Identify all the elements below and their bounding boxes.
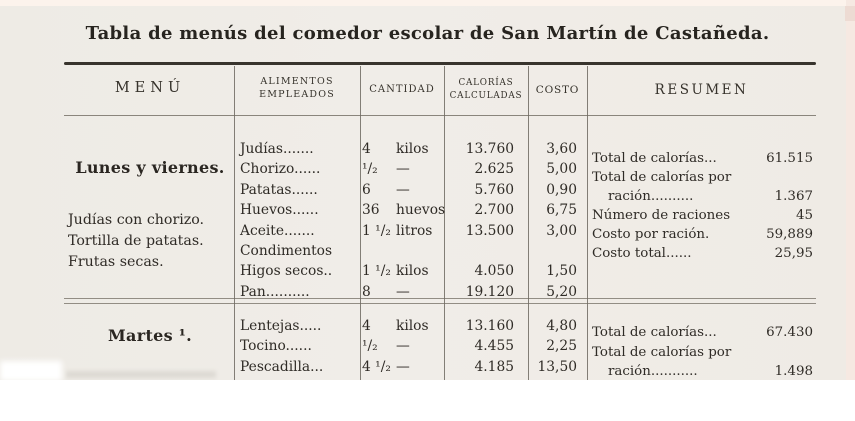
section1-resumen — [592, 149, 813, 263]
food-name: Pescadilla... — [240, 358, 324, 375]
food-name: Lentejas..... — [240, 318, 322, 334]
quantity-unit: huevos — [396, 202, 446, 219]
quantity — [362, 282, 444, 302]
section2-foods-column — [240, 316, 362, 377]
food-name: Condimentos — [240, 242, 333, 259]
header-resumen: RESUMEN — [654, 82, 749, 98]
food-name: Huevos...... — [240, 202, 319, 219]
resumen-label: Número de raciones — [592, 208, 731, 223]
resumen-value: 67.430 — [766, 325, 813, 340]
cost-value: 2,25 — [546, 338, 577, 355]
resumen-label: Total de calorías por — [592, 170, 732, 185]
quantity — [362, 316, 444, 336]
calories-value: 5.760 — [474, 181, 514, 198]
quantity-unit: — — [396, 181, 410, 198]
resumen-label: ración.......... — [608, 189, 694, 204]
quantity-unit: kilos — [396, 318, 429, 334]
quantity-number: 1 ¹/₂ — [362, 263, 391, 280]
section1-cost-column — [530, 139, 577, 302]
quantity — [362, 261, 444, 281]
resumen-label: Total de calorías por — [592, 344, 732, 360]
cost-value: 3,00 — [546, 222, 577, 239]
section1-calories-column — [446, 139, 514, 302]
quantity-number: 8 — [362, 283, 371, 300]
quantity — [362, 357, 444, 377]
header-calorias-line1: CALORÍAS — [458, 78, 514, 88]
food-name: Patatas...... — [240, 181, 318, 198]
section2-calories-column — [446, 316, 514, 377]
quantity-number: 36 — [362, 202, 380, 219]
resumen-value: 25,95 — [774, 246, 813, 261]
column-divider-5 — [587, 66, 588, 380]
cutoff-text-ghost — [66, 371, 216, 378]
resumen-line — [592, 225, 813, 244]
scan-edge-right — [846, 0, 855, 380]
scan-edge-top — [0, 0, 855, 6]
resumen-value: 1.367 — [774, 189, 813, 204]
quantity-unit: kilos — [396, 263, 429, 280]
section2-day-label: Martes ¹. — [108, 326, 192, 345]
quantity — [362, 159, 444, 179]
quantity — [362, 221, 444, 241]
calories-value: 4.455 — [474, 338, 514, 355]
quantity-unit: — — [396, 338, 410, 355]
quantity — [362, 336, 444, 356]
calories-value: 19.120 — [465, 283, 514, 300]
food-name: Pan.......... — [240, 283, 310, 300]
food-name: Judías....... — [240, 141, 314, 157]
header-menu: MENÚ — [114, 80, 186, 96]
resumen-value: 59,889 — [766, 227, 813, 242]
resumen-value — [809, 343, 813, 363]
calories-value: 4.050 — [474, 263, 514, 280]
resumen-line — [592, 149, 813, 168]
quantity-number: ¹/₂ — [362, 161, 378, 178]
calories-value: 4.185 — [474, 358, 514, 375]
section-divider-rule-2 — [64, 303, 816, 304]
table-top-rule — [64, 62, 816, 65]
cost-value — [530, 241, 577, 261]
food-name: Higos secos.. — [240, 263, 333, 280]
resumen-value: 45 — [795, 208, 813, 223]
header-alimentos-line2: EMPLEADOS — [259, 89, 335, 100]
resumen-line — [592, 244, 813, 263]
header-calorias-line2: CALCULADAS — [449, 90, 523, 101]
food-name: Tocino...... — [240, 338, 312, 355]
menu-item: Frutas secas. — [68, 254, 164, 270]
resumen-value: 61.515 — [766, 151, 813, 166]
section1-day-label: Lunes y viernes. — [75, 158, 225, 177]
quantity-number: 4 ¹/₂ — [362, 358, 391, 375]
header-calorias — [444, 77, 528, 102]
header-bottom-rule — [64, 115, 816, 116]
cost-value: 1,50 — [546, 263, 577, 280]
quantity — [362, 180, 444, 200]
scan-edge-corner — [845, 6, 855, 21]
quantity-number: 4 — [362, 141, 371, 157]
resumen-value: 1.498 — [774, 364, 813, 379]
calories-value: 13.760 — [465, 141, 514, 157]
section1-menu-items — [68, 210, 238, 273]
resumen-line — [592, 362, 813, 380]
scan-fade-bottom-left — [0, 361, 62, 380]
menu-item: Judías con chorizo. — [68, 212, 205, 228]
cost-value: 3,60 — [546, 141, 577, 157]
section2-quantity-column — [362, 316, 444, 377]
food-name: Aceite....... — [240, 222, 315, 239]
quantity-unit: — — [396, 161, 410, 178]
calories-value — [446, 241, 514, 261]
header-alimentos — [234, 75, 360, 101]
food-name: Chorizo...... — [240, 161, 321, 178]
column-divider-3 — [444, 66, 445, 380]
quantity-number: 4 — [362, 318, 371, 334]
cost-value: 13,50 — [537, 358, 577, 375]
quantity-unit: — — [396, 283, 410, 300]
quantity-unit: kilos — [396, 141, 429, 157]
section1-foods-column — [240, 139, 362, 302]
quantity-number: ¹/₂ — [362, 338, 378, 355]
resumen-value — [809, 168, 813, 187]
quantity-unit: litros — [396, 222, 433, 239]
quantity-unit: — — [396, 358, 410, 375]
calories-value: 13.500 — [465, 222, 514, 239]
quantity-number: 6 — [362, 181, 371, 198]
column-divider-4 — [528, 66, 529, 380]
quantity — [362, 241, 444, 261]
resumen-line — [592, 323, 813, 343]
resumen-label: Costo total...... — [592, 246, 692, 261]
cost-value: 4,80 — [546, 318, 577, 334]
header-cantidad: CANTIDAD — [369, 84, 435, 95]
resumen-label: Total de calorías... — [592, 151, 717, 166]
quantity — [362, 139, 444, 159]
section2-resumen — [592, 323, 813, 380]
resumen-line — [592, 343, 813, 363]
page-title: Tabla de menús del comedor escolar de San Martín de Castañeda. — [85, 23, 770, 44]
resumen-label: ración........... — [608, 364, 698, 379]
menu-item: Tortilla de patatas. — [68, 233, 204, 249]
resumen-line — [592, 168, 813, 187]
cost-value: 0,90 — [546, 181, 577, 198]
calories-value: 2.700 — [474, 202, 514, 219]
resumen-line — [592, 206, 813, 225]
header-costo: COSTO — [535, 84, 580, 96]
section2-cost-column — [530, 316, 577, 377]
cost-value: 5,00 — [546, 161, 577, 178]
resumen-label: Total de calorías... — [592, 325, 717, 340]
resumen-label: Costo por ración. — [592, 227, 710, 242]
calories-value: 13.160 — [465, 318, 514, 334]
section1-quantity-column — [362, 139, 444, 302]
header-alimentos-line1: ALIMENTOS — [260, 76, 334, 87]
quantity-number: 1 ¹/₂ — [362, 222, 391, 239]
quantity — [362, 200, 444, 220]
cost-value: 6,75 — [546, 202, 577, 219]
cost-value: 5,20 — [546, 283, 577, 300]
calories-value: 2.625 — [474, 161, 514, 178]
resumen-line — [592, 187, 813, 206]
